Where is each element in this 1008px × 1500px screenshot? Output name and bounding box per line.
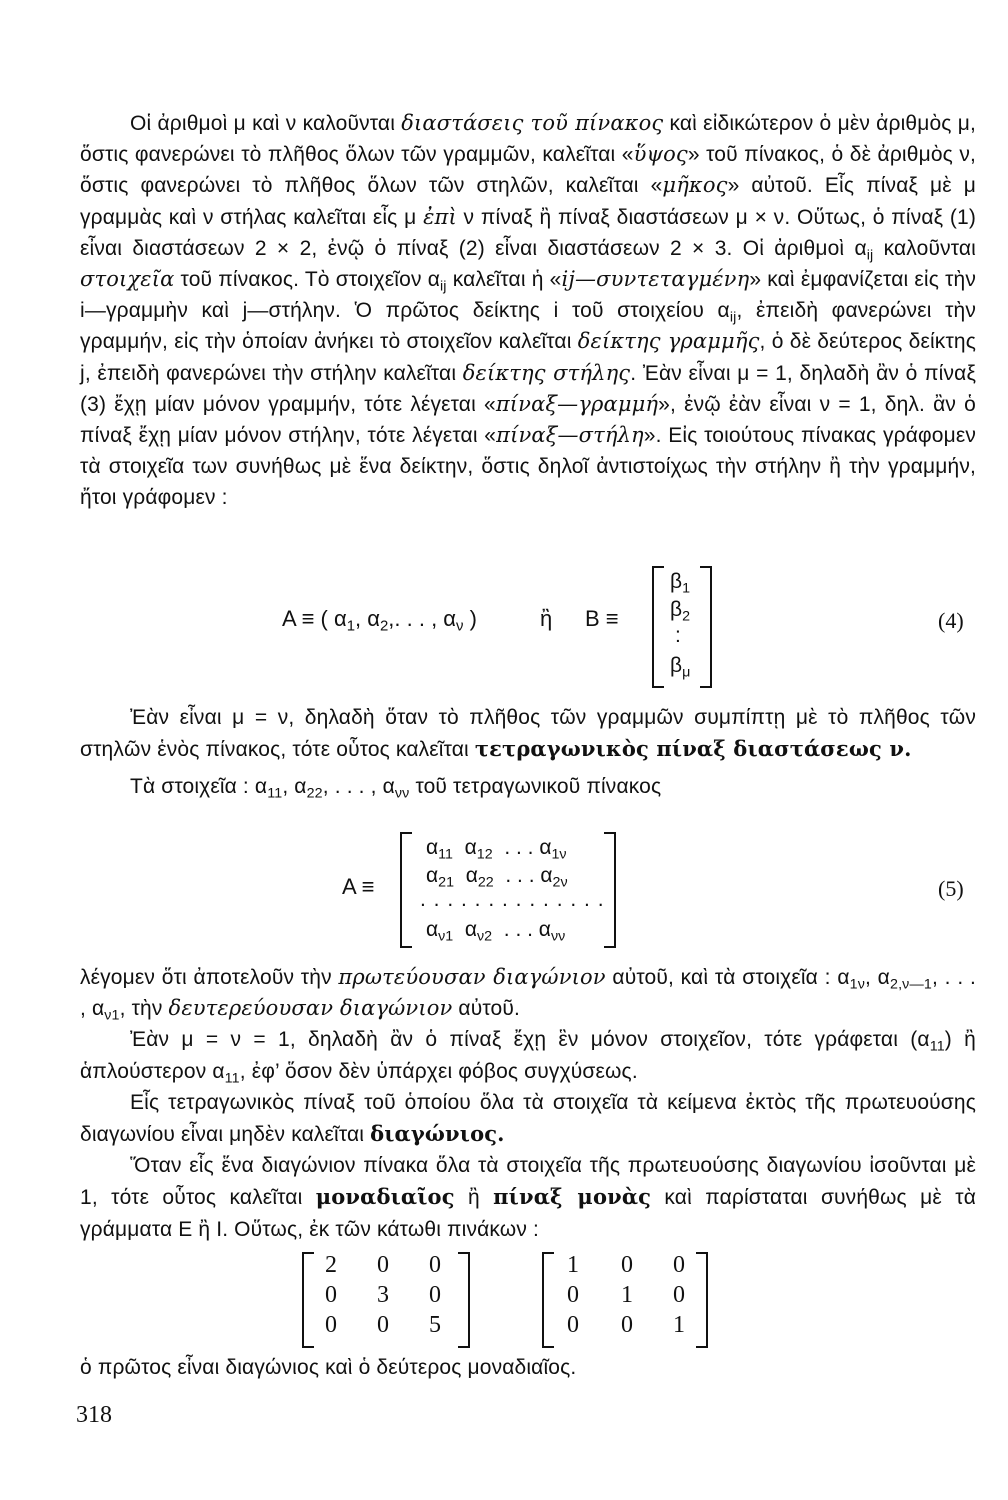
matrix-cell: 1 bbox=[673, 1312, 685, 1338]
term-italic: πίναξ—στήλη bbox=[496, 423, 644, 448]
equation-number: (5) bbox=[938, 876, 964, 901]
matrix-cell: 0 bbox=[377, 1312, 389, 1338]
term-bold: πίναξ μονὰς bbox=[493, 1184, 652, 1210]
term-italic: δευτερεύουσαν διαγώνιον bbox=[168, 996, 453, 1021]
matrix-row: $\alpha_{\nu 1}$ $\alpha_{\nu 2}$ . . . $\alpha_{\nu\nu}$ bbox=[426, 918, 566, 945]
matrix-cell: 0 bbox=[429, 1282, 441, 1308]
matrix-cell: 0 bbox=[673, 1252, 685, 1278]
term-bold: μοναδιαῖος bbox=[315, 1184, 455, 1210]
eq4-text: ,. . . , α bbox=[388, 606, 457, 631]
matrix-cell: 0 bbox=[325, 1312, 337, 1338]
equation-number: (4) bbox=[938, 608, 964, 633]
matrix-cell: 2 bbox=[325, 1252, 337, 1278]
text-run: , . . . , α bbox=[322, 775, 395, 799]
column-entry: $\beta_2$ bbox=[670, 598, 691, 625]
term-italic: ij—συντεταγμένη bbox=[561, 267, 750, 292]
right-bracket bbox=[604, 832, 616, 948]
text-run: » καὶ ἐμφανίζεται εἰς τὴν i—γραμμὴν καὶ j—στήλην. Ὁ πρῶτος δείκτης i τοῦ στοιχείου α bbox=[80, 268, 976, 323]
subscript: 2 bbox=[379, 617, 389, 635]
page-number: 318 bbox=[76, 1402, 112, 1428]
term-italic: δείκτης στήλης bbox=[462, 360, 631, 385]
right-bracket bbox=[696, 1252, 708, 1348]
matrix-cell: 0 bbox=[567, 1312, 579, 1338]
text-run: καλεῖται ἡ « bbox=[446, 268, 562, 292]
matrix-row: $\alpha_{11}$ $\alpha_{12}$ . . . $\alpha_{1\nu}$ bbox=[426, 836, 567, 863]
subscript: νν bbox=[394, 785, 410, 802]
matrix-cell: 3 bbox=[377, 1282, 389, 1308]
matrix-dot-row: . . . . . . . . . . . . . . bbox=[420, 888, 605, 911]
text-run: , . . . , α bbox=[80, 966, 976, 1021]
right-bracket bbox=[700, 566, 712, 688]
text-run: Ὅταν εἷς ἕνα διαγώνιον πίνακα ὅλα τὰ στοιχεῖα τῆς πρωτευούσης διαγωνίου ἰσοῦνται μὲ 1, τότε οὗτος καλεῖται bbox=[80, 1154, 976, 1210]
text-run: ». Εἰς τοιούτους πίνακας γράφομεν τὰ στοιχεῖα των συνήθως μὲ ἕνα δείκτην, ὅστις δηλοῖ ἀντιστοίχως τὴν στήλην ἢ τὴν γραμμήν, ἤτοι γράφομεν : bbox=[80, 424, 976, 510]
matrix-cell: 0 bbox=[567, 1282, 579, 1308]
equation-5-lhs: A ≡ bbox=[342, 874, 375, 899]
subscript: 11 bbox=[929, 1038, 945, 1055]
text-run: » αὐτοῦ. Εἷς πίναξ μὲ μ γραμμὰς καὶ ν στήλας καλεῖται εἷς μ bbox=[80, 174, 976, 229]
subscript: ν1 bbox=[104, 1007, 120, 1024]
text-run: Ἐὰν μ = ν = 1, δηλαδὴ ἂν ὁ πίναξ ἔχῃ ἓν μόνον στοιχεῖον, τότε γράφεται (α bbox=[130, 1028, 930, 1052]
term-italic: μῆκος bbox=[662, 173, 728, 198]
column-entry: $\beta_\mu$ bbox=[670, 654, 691, 681]
matrix-cell: 0 bbox=[621, 1312, 633, 1338]
term-italic: στοιχεῖα bbox=[80, 267, 175, 292]
text-run: , α bbox=[865, 966, 890, 989]
term-italic: πρωτεύουσαν διαγώνιον bbox=[338, 965, 606, 989]
equation-4-lhs-b: B ≡ bbox=[585, 606, 619, 631]
text-run: , τὴν bbox=[119, 997, 169, 1021]
equation-4-or: ἢ bbox=[540, 606, 553, 631]
text-run: καὶ εἰδικώτερον ὁ μὲν ἀριθμὸς μ, ὅστις φανερώνει τὸ πλῆθος ὅλων τῶν γραμμῶν, καλεῖται « bbox=[80, 112, 976, 167]
paragraph-diagonals bbox=[80, 962, 976, 1245]
text-run: », ἐνῷ ἐὰν εἶναι ν = 1, δηλ. ἂν ὁ πίναξ ἔχῃ μίαν μόνον στήλην, τότε λέγεται « bbox=[80, 392, 976, 448]
matrix-cell: 0 bbox=[673, 1282, 685, 1308]
column-dots: : bbox=[675, 624, 681, 647]
term-italic: δείκτης γραμμῆς bbox=[577, 329, 760, 354]
paragraph-conclusion bbox=[80, 1352, 976, 1383]
text-run: Εἷς τετραγωνικὸς πίναξ τοῦ ὁποίου ὅλα τὰ στοιχεῖα τὰ κείμενα ἐκτὸς τῆς πρωτευούσης διαγωνίου εἶναι μηδὲν καλεῖται bbox=[80, 1090, 976, 1147]
left-bracket bbox=[400, 832, 412, 948]
subscript: 11 bbox=[224, 1069, 240, 1086]
text-run: Τὰ στοιχεῖα : α bbox=[130, 775, 268, 799]
text-run: αὐτοῦ. bbox=[452, 997, 520, 1021]
paragraph-dimensions bbox=[80, 108, 976, 514]
term-bold: διαγώνιος. bbox=[370, 1121, 505, 1147]
eq4-text: A ≡ ( α bbox=[282, 606, 347, 631]
matrix-cell: 0 bbox=[429, 1252, 441, 1278]
text-run: τοῦ πίνακος. Τὸ στοιχεῖον α bbox=[174, 268, 440, 292]
left-bracket bbox=[302, 1252, 314, 1348]
subscript: 1 bbox=[346, 617, 356, 635]
text-run: τοῦ τετραγωνικοῦ πίνακος bbox=[409, 775, 662, 799]
text-run: Οἱ ἀριθμοὶ μ καὶ ν καλοῦνται bbox=[130, 112, 402, 135]
text-run: καλοῦνται bbox=[873, 236, 976, 260]
matrix-cell: 0 bbox=[325, 1282, 337, 1308]
matrix-cell: 0 bbox=[377, 1252, 389, 1278]
text-run: ν πίναξ ἢ πίναξ διαστάσεων μ × ν. Οὕτως, ὁ πίναξ (1) εἶναι διαστάσεων 2 × 2, ἐνῷ ὁ πίναξ (2) εἶναι διαστάσεων 2 × 3. Οἱ ἀριθμοὶ α bbox=[80, 205, 976, 260]
term-italic: πίναξ—γραμμή bbox=[495, 391, 659, 416]
term-bold: τετραγωνικὸς πίναξ διαστάσεως ν. bbox=[474, 736, 912, 762]
term-italic: ἐπὶ bbox=[423, 204, 457, 229]
text-run: ἢ bbox=[454, 1186, 494, 1210]
text-run: . Ἐὰν εἶναι μ = 1, δηλαδὴ ἂν ὁ πίναξ (3) ἔχῃ μίαν μόνον γραμμήν, τότε λέγεται « bbox=[80, 361, 976, 416]
matrix-cell: 0 bbox=[621, 1252, 633, 1278]
paragraph-square-matrix bbox=[80, 702, 976, 803]
matrix-cell: 1 bbox=[567, 1252, 579, 1278]
left-bracket bbox=[652, 566, 664, 688]
subscript: ij bbox=[439, 278, 447, 295]
text-run: , ὁ δὲ δεύτερος δείκτης j, ἐπειδὴ φανερώνει τὴν στήλην καλεῖται bbox=[80, 330, 976, 385]
matrix-cell: 5 bbox=[429, 1312, 441, 1338]
subscript: 22 bbox=[306, 785, 323, 802]
right-bracket bbox=[458, 1252, 470, 1348]
text-run: ὁ πρῶτος εἶναι διαγώνιος καὶ ὁ δεύτερος μοναδιαῖος. bbox=[80, 1356, 577, 1379]
column-entry: $\beta_1$ bbox=[670, 570, 691, 597]
text-run: , ἐπειδὴ φανερώνει τὴν γραμμήν, εἰς τὴν ὁποίαν ἀνήκει τὸ στοιχεῖον καλεῖται bbox=[80, 299, 976, 354]
matrix-row: $\alpha_{21}$ $\alpha_{22}$ . . . $\alpha_{2\nu}$ bbox=[426, 864, 568, 891]
eq4-text: , α bbox=[355, 606, 380, 631]
text-run: ) ἢ ἁπλούστερον α bbox=[80, 1028, 976, 1083]
subscript: ν bbox=[456, 617, 464, 635]
term-italic: διαστάσεις τοῦ πίνακος bbox=[401, 111, 664, 135]
eq4-text: ) bbox=[463, 606, 477, 631]
text-run: Ἐὰν εἶναι μ = ν, δηλαδὴ ὅταν τὸ πλῆθος τῶν γραμμῶν συμπίπτῃ μὲ τὸ πλῆθος τῶν στηλῶν ἑνὸς πίνακος, τότε οὗτος καλεῖται bbox=[80, 706, 976, 762]
text-run: καὶ παρίσταται συνήθως μὲ τὰ γράμματα E ἢ I. Οὕτως, ἐκ τῶν κάτωθι πινάκων : bbox=[80, 1186, 976, 1241]
subscript: 11 bbox=[267, 785, 283, 802]
equation-4-row-vector bbox=[282, 606, 477, 635]
text-run: , ἐφ’ ὅσον δὲν ὑπάρχει φόβος συγχύσεως. bbox=[239, 1059, 638, 1083]
subscript: ij bbox=[866, 247, 874, 264]
term-italic: ὕψος bbox=[633, 142, 688, 167]
subscript: ij bbox=[729, 309, 737, 326]
text-run: , α bbox=[282, 775, 307, 799]
left-bracket bbox=[542, 1252, 554, 1348]
text-run: » τοῦ πίνακος, ὁ δὲ ἀριθμὸς ν, ὅστις φανερώνει τὸ πλῆθος ὅλων τῶν στηλῶν, καλεῖται « bbox=[80, 143, 977, 198]
subscript: 2,ν—1 bbox=[889, 976, 932, 993]
subscript: 1ν bbox=[849, 976, 865, 993]
text-run: λέγομεν ὅτι ἀποτελοῦν τὴν bbox=[80, 966, 339, 989]
matrix-cell: 1 bbox=[621, 1282, 633, 1308]
text-run: αὐτοῦ, καὶ τὰ στοιχεῖα : α bbox=[605, 966, 850, 989]
